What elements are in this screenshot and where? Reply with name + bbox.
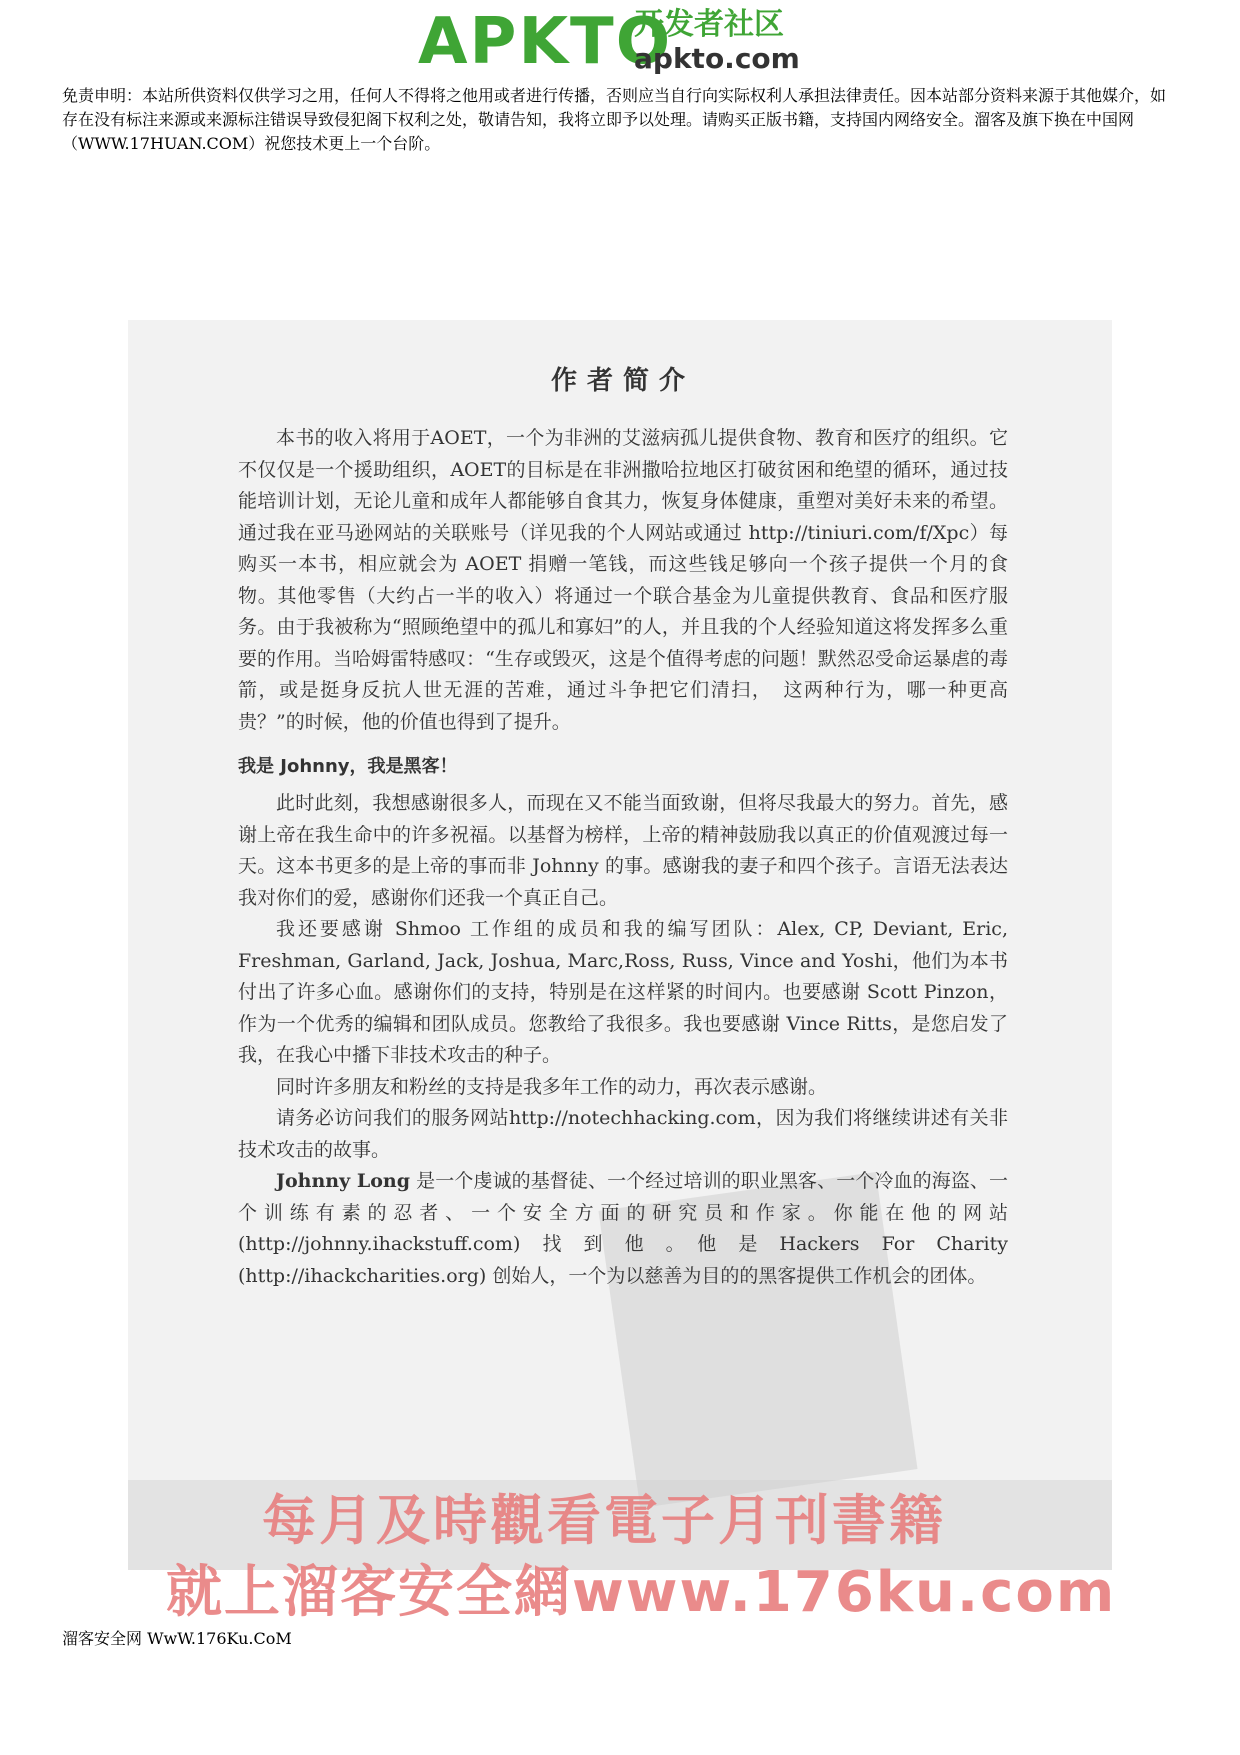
logo-url: apkto.com [634,42,800,75]
footer-text[interactable]: 溜客安全网 WwW.176Ku.CoM [62,1629,292,1648]
disclaimer-text: 免责申明：本站所供资料仅供学习之用，任何人不得将之他用或者进行传播，否则应当自行向实际权利人承担法律责任。因本站部分资料来源于其他媒介，如存在没有标注来源或来源标注错误导致侵犯阁下权利之处，敬请告知，我将立即予以处理。请购买正版书籍，支持国内网络安全。溜客及旗下换在中国网（WWW.17HUAN.COM）祝您技术更上一个台阶。 [62,86,1167,153]
paragraph-website: 请务必访问我们的服务网站http://notechhacking.com，因为我们将继续讲述有关非技术攻击的故事。 [238,1107,1008,1161]
apkto-logo[interactable] [418,6,818,78]
paragraph-thanks: 此时此刻，我想感谢很多人，而现在又不能当面致谢，但将尽我最大的努力。首先，感谢上帝在我生命中的许多祝福。以基督为榜样，上帝的精神鼓励我以真正的价值观渡过每一天。这本书更多的是上帝的事而非 Johnny 的事。感谢我的妻子和四个孩子。言语无法表达我对你们的爱，感谢你们还我一个真正自己。 [238,792,1008,909]
scanned-page [128,320,1112,1570]
author-name: Johnny Long [276,1170,410,1192]
watermark-line-2: 就上溜客安全網www.176ku.com [166,1560,1117,1625]
page-title: 作者简介 [550,366,695,396]
paragraph-bio [238,1166,1008,1292]
section-heading: 我是 Johnny，我是黑客！ [238,756,458,777]
paragraph-friends: 同时许多朋友和粉丝的支持是我多年工作的动力，再次表示感谢。 [276,1075,828,1098]
logo-wordmark: APKTO [418,5,673,79]
paragraph-team: 我还要感谢 Shmoo 工作组的成员和我的编写团队：Alex, CP, Deviant, Eric, Freshman, Garland, Jack, Joshua, Marc,Ross, Russ, Vince and Yoshi，他们为本书付出了许多心血。感谢你们的支持，特别是在这样紧的时间内。也要感谢 Scott Pinzon，作为一个优秀的编辑和团队成员。您教给了我很多。我也要感谢 Vince Ritts，是您启发了我，在我心中播下非技术攻击的种子。 [238,918,1008,1066]
watermark-line-1: 每月及時觀看電子月刊書籍 [262,1489,946,1552]
paragraph-aoet: 本书的收入将用于AOET，一个为非洲的艾滋病孤儿提供食物、教育和医疗的组织。它不仅仅是一个援助组织，AOET的目标是在非洲撒哈拉地区打破贫困和绝望的循环，通过技能培训计划，无论儿童和成年人都能够自食其力，恢复身体健康，重塑对美好未来的希望。通过我在亚马逊网站的关联账号（详见我的个人网站或通过 http://tiniuri.com/f/Xpc）每购买一本书，相应就会为 AOET 捐赠一笔钱，而这些钱足够向一个孩子提供一个月的食物。其他零售（大约占一半的收入）将通过一个联合基金为儿童提供教育、食品和医疗服务。由于我被称为“照顾绝望中的孤儿和寡妇”的人，并且我的个人经验知道这将发挥多么重要的作用。当哈姆雷特感叹：“生存或毁灭，这是个值得考虑的问题！默然忍受命运暴虐的毒箭，或是挺身反抗人世无涯的苦难，通过斗争把它们清扫， 这两种行为，哪一种更高贵？”的时候，他的价值也得到了提升。 [238,427,1008,733]
logo-chinese-text: 开发者社区 [634,7,784,42]
bio-text: 是一个虔诚的基督徒、一个经过培训的职业黑客、一个冷血的海盗、一个训练有素的忍者、一个安全方面的研究员和作家。你能在他的网站(http://johnny.ihackstuff.com) 找 到 他 。 他 是 Hackers For Charity (http://ihackcharities.org) 创始人，一个为以慈善为目的的黑客提供工作机会的团体。 [238,1170,1009,1287]
page-content [238,320,1008,1292]
